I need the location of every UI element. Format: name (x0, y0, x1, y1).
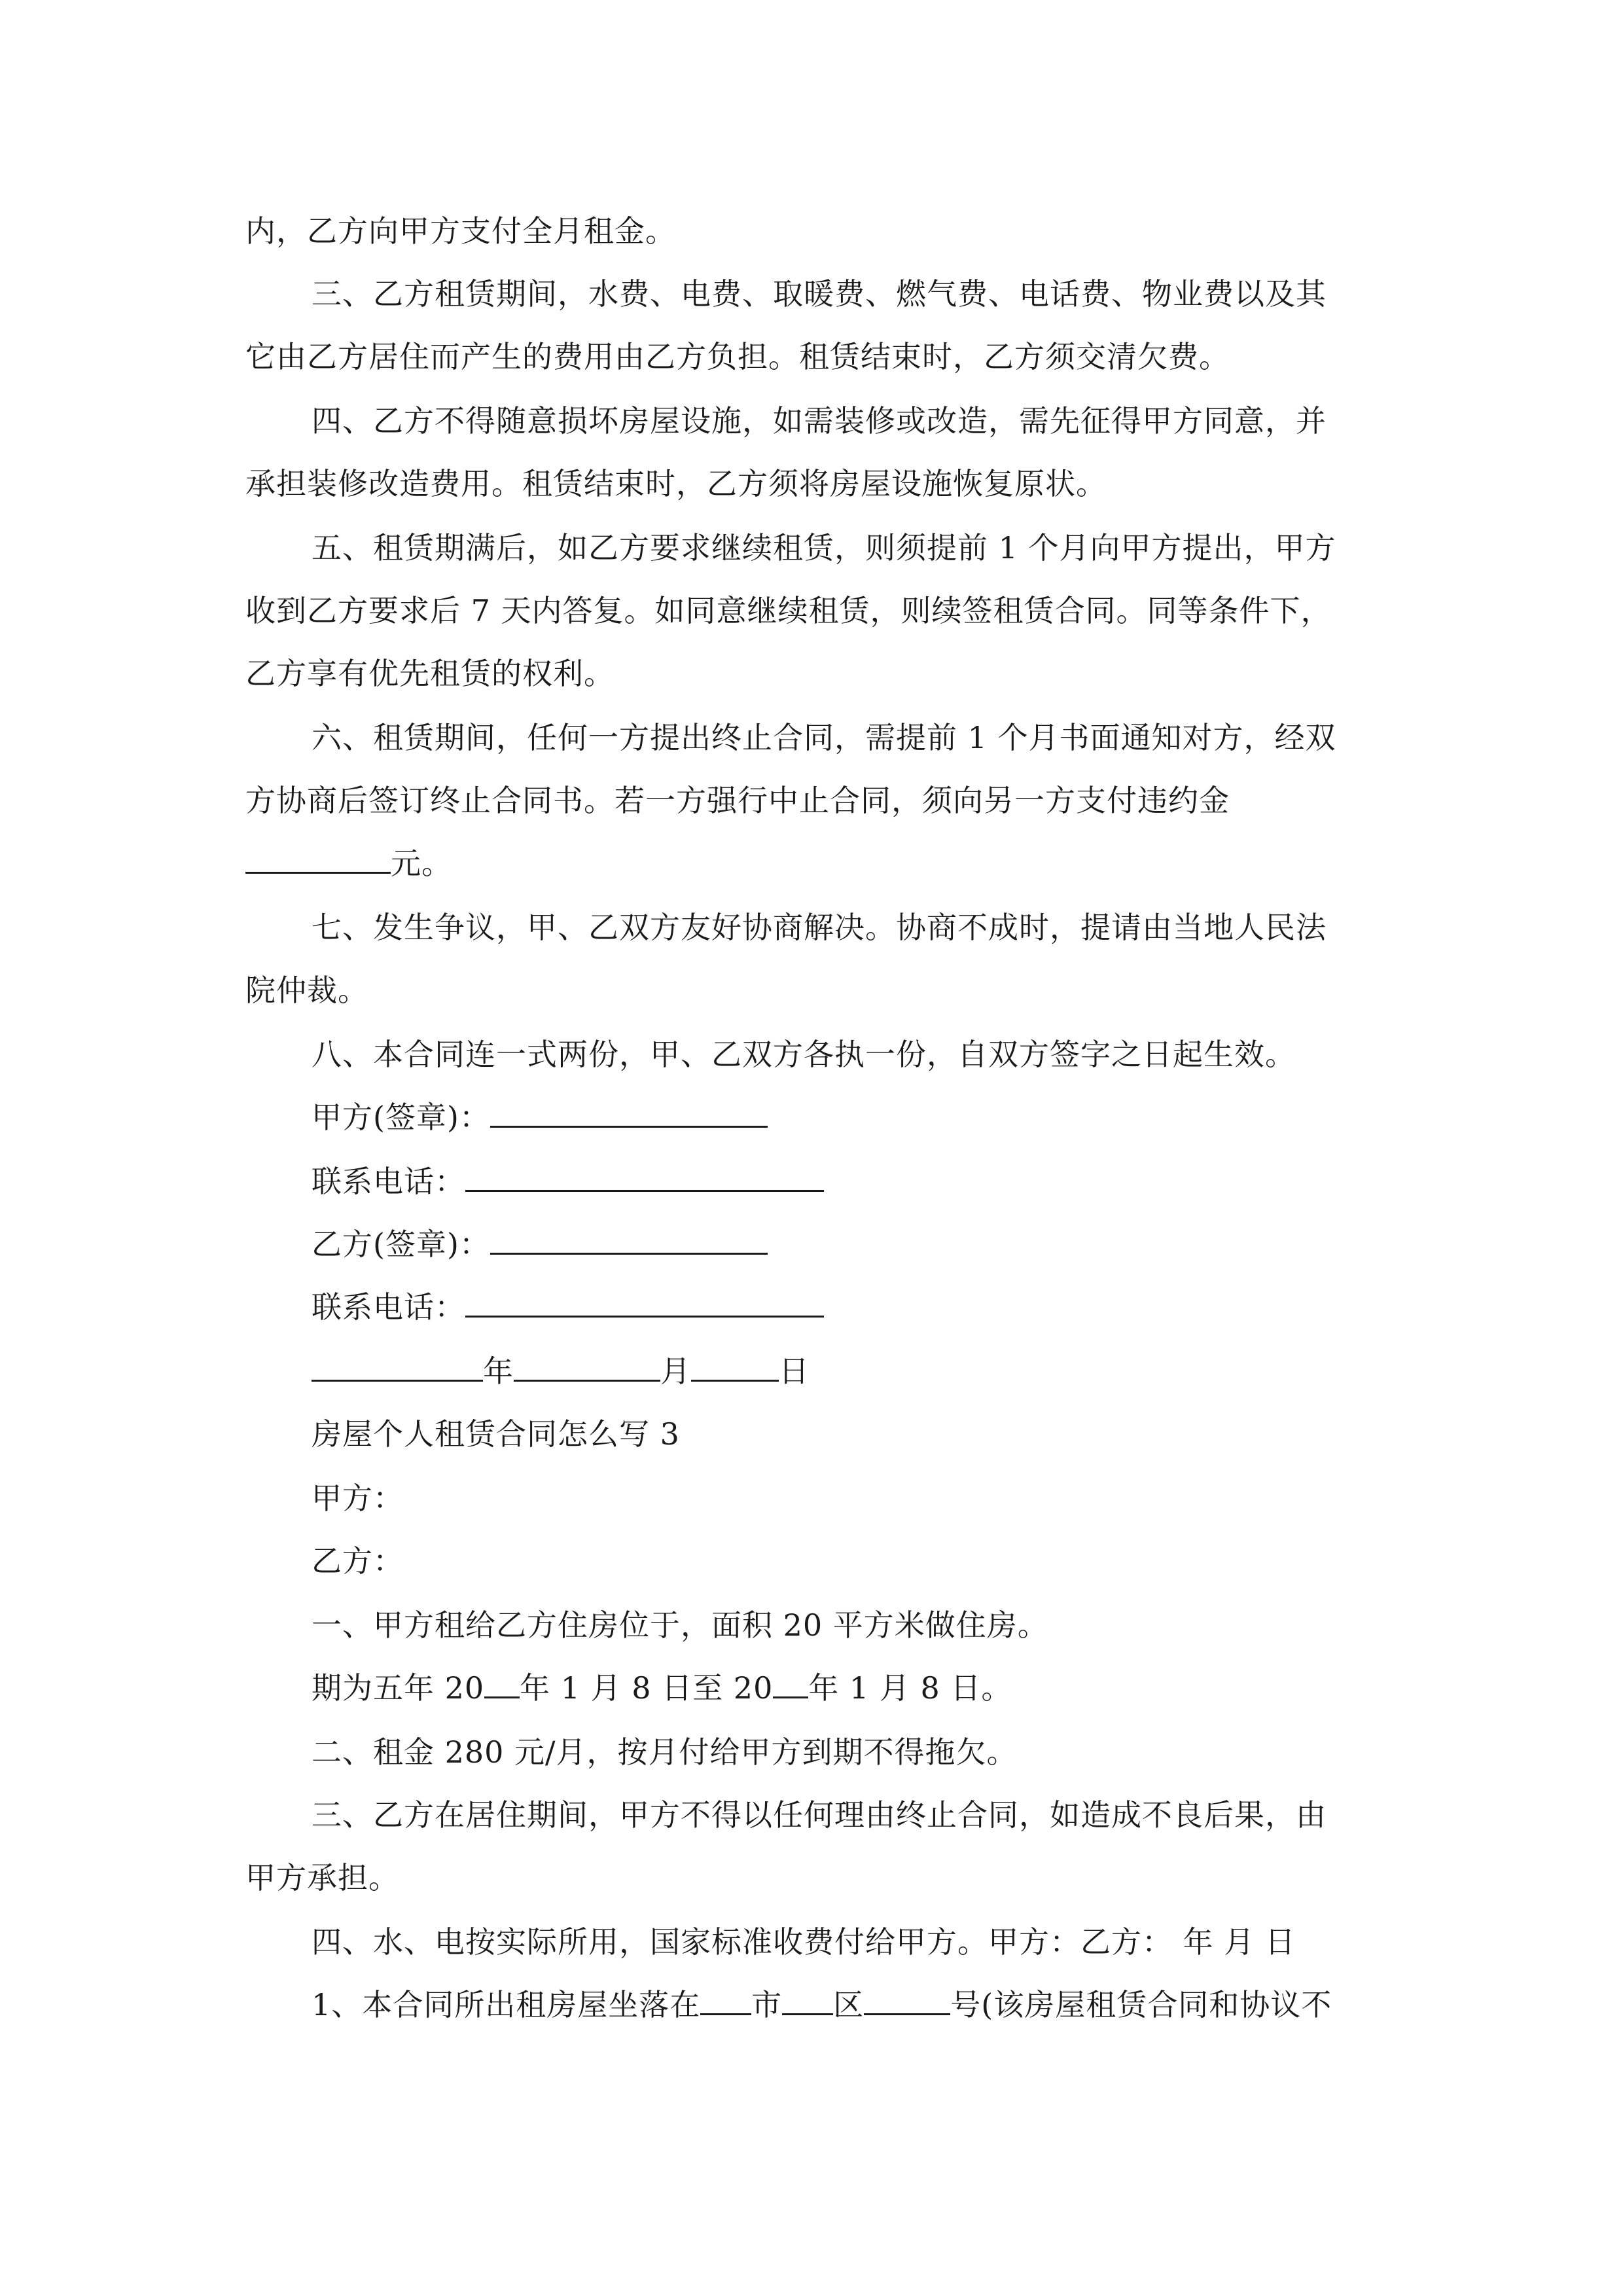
year-label: 年 (483, 1354, 514, 1389)
penalty-line (245, 843, 452, 884)
text-line: 乙方享有优先租赁的权利。 (245, 656, 615, 691)
district-blank (782, 1984, 833, 2015)
text-line: 五、租赁期满后，如乙方要求继续租赁，则须提前 1 个月向甲方提出，甲方 (312, 530, 1336, 565)
text-line: 乙方： (312, 1543, 404, 1579)
penalty-unit: 元。 (391, 846, 452, 881)
signature-line-party-b (312, 1224, 768, 1265)
date-line (312, 1351, 810, 1391)
text-line: 甲方： (312, 1480, 404, 1516)
party-b-seal-blank (490, 1224, 768, 1255)
start-year-blank (484, 1668, 520, 1698)
year-blank (312, 1351, 483, 1382)
party-b-phone-label: 联系电话： (312, 1289, 465, 1325)
party-a-seal-label: 甲方(签章)： (312, 1100, 490, 1135)
text-line: 四、乙方不得随意损坏房屋设施，如需装修或改造，需先征得甲方同意，并 (312, 403, 1327, 439)
text-line: 承担装修改造费用。租赁结束时，乙方须将房屋设施恢复原状。 (245, 466, 1107, 501)
month-blank (514, 1351, 660, 1382)
day-label: 日 (779, 1354, 810, 1389)
text-line: 六、租赁期间，任何一方提出终止合同，需提前 1 个月书面通知对方，经双 (312, 720, 1336, 755)
phone-line-party-a (312, 1161, 824, 1202)
text-line: 收到乙方要求后 7 天内答复。如同意继续租赁，则续签租赁合同。同等条件下， (245, 593, 1332, 628)
text-line: 三、乙方租赁期间，水费、电费、取暖费、燃气费、电话费、物业费以及其 (312, 276, 1327, 312)
number-blank (864, 1984, 950, 2015)
address-line (312, 1984, 1332, 2025)
party-a-phone-label: 联系电话： (312, 1164, 465, 1199)
party-a-phone-blank (465, 1161, 824, 1192)
text-line: 四、水、电按实际所用，国家标准收费付给甲方。甲方：乙方： 年 月 日 (312, 1924, 1296, 1960)
text-line: 二、租金 280 元/月，按月付给甲方到期不得拖欠。 (312, 1734, 1018, 1770)
day-blank (691, 1351, 779, 1382)
term-middle-label: 年 1 月 8 日至 20 (520, 1670, 774, 1706)
text-line: 它由乙方居住而产生的费用由乙方负担。租赁结束时，乙方须交清欠费。 (245, 339, 1230, 374)
text-line: 一、甲方租给乙方住房位于，面积 20 平方米做住房。 (312, 1607, 1048, 1643)
party-b-phone-blank (465, 1287, 824, 1318)
text-line: 方协商后签订终止合同书。若一方强行中止合同，须向另一方支付违约金 (245, 783, 1230, 818)
signature-line-party-a (312, 1097, 768, 1138)
city-blank (700, 1984, 751, 2015)
address-label: 1、本合同所出租房屋坐落在 (312, 1987, 701, 2022)
number-label: 号(该房屋租赁合同和协议不 (950, 1987, 1332, 2022)
term-end-label: 年 1 月 8 日。 (808, 1670, 1012, 1706)
term-start-label: 期为五年 20 (312, 1670, 485, 1706)
penalty-blank (245, 843, 391, 874)
party-b-seal-label: 乙方(签章)： (312, 1227, 490, 1262)
party-a-seal-blank (490, 1097, 768, 1128)
text-line: 七、发生争议，甲、乙双方友好协商解决。协商不成时，提请由当地人民法 (312, 910, 1327, 945)
text-line: 三、乙方在居住期间，甲方不得以任何理由终止合同，如造成不良后果，由 (312, 1797, 1327, 1833)
end-year-blank (773, 1668, 808, 1698)
phone-line-party-b (312, 1287, 824, 1327)
month-label: 月 (660, 1354, 691, 1389)
city-label: 市 (751, 1987, 783, 2022)
term-line (312, 1668, 1012, 1708)
text-line: 甲方承担。 (245, 1860, 399, 1895)
text-line: 院仲裁。 (245, 973, 368, 1008)
district-label: 区 (833, 1987, 865, 2022)
text-line: 内，乙方向甲方支付全月租金。 (245, 213, 676, 249)
section-title: 房屋个人租赁合同怎么写 3 (312, 1416, 680, 1452)
text-line: 八、本合同连一式两份，甲、乙双方各执一份，自双方签字之日起生效。 (312, 1037, 1296, 1072)
